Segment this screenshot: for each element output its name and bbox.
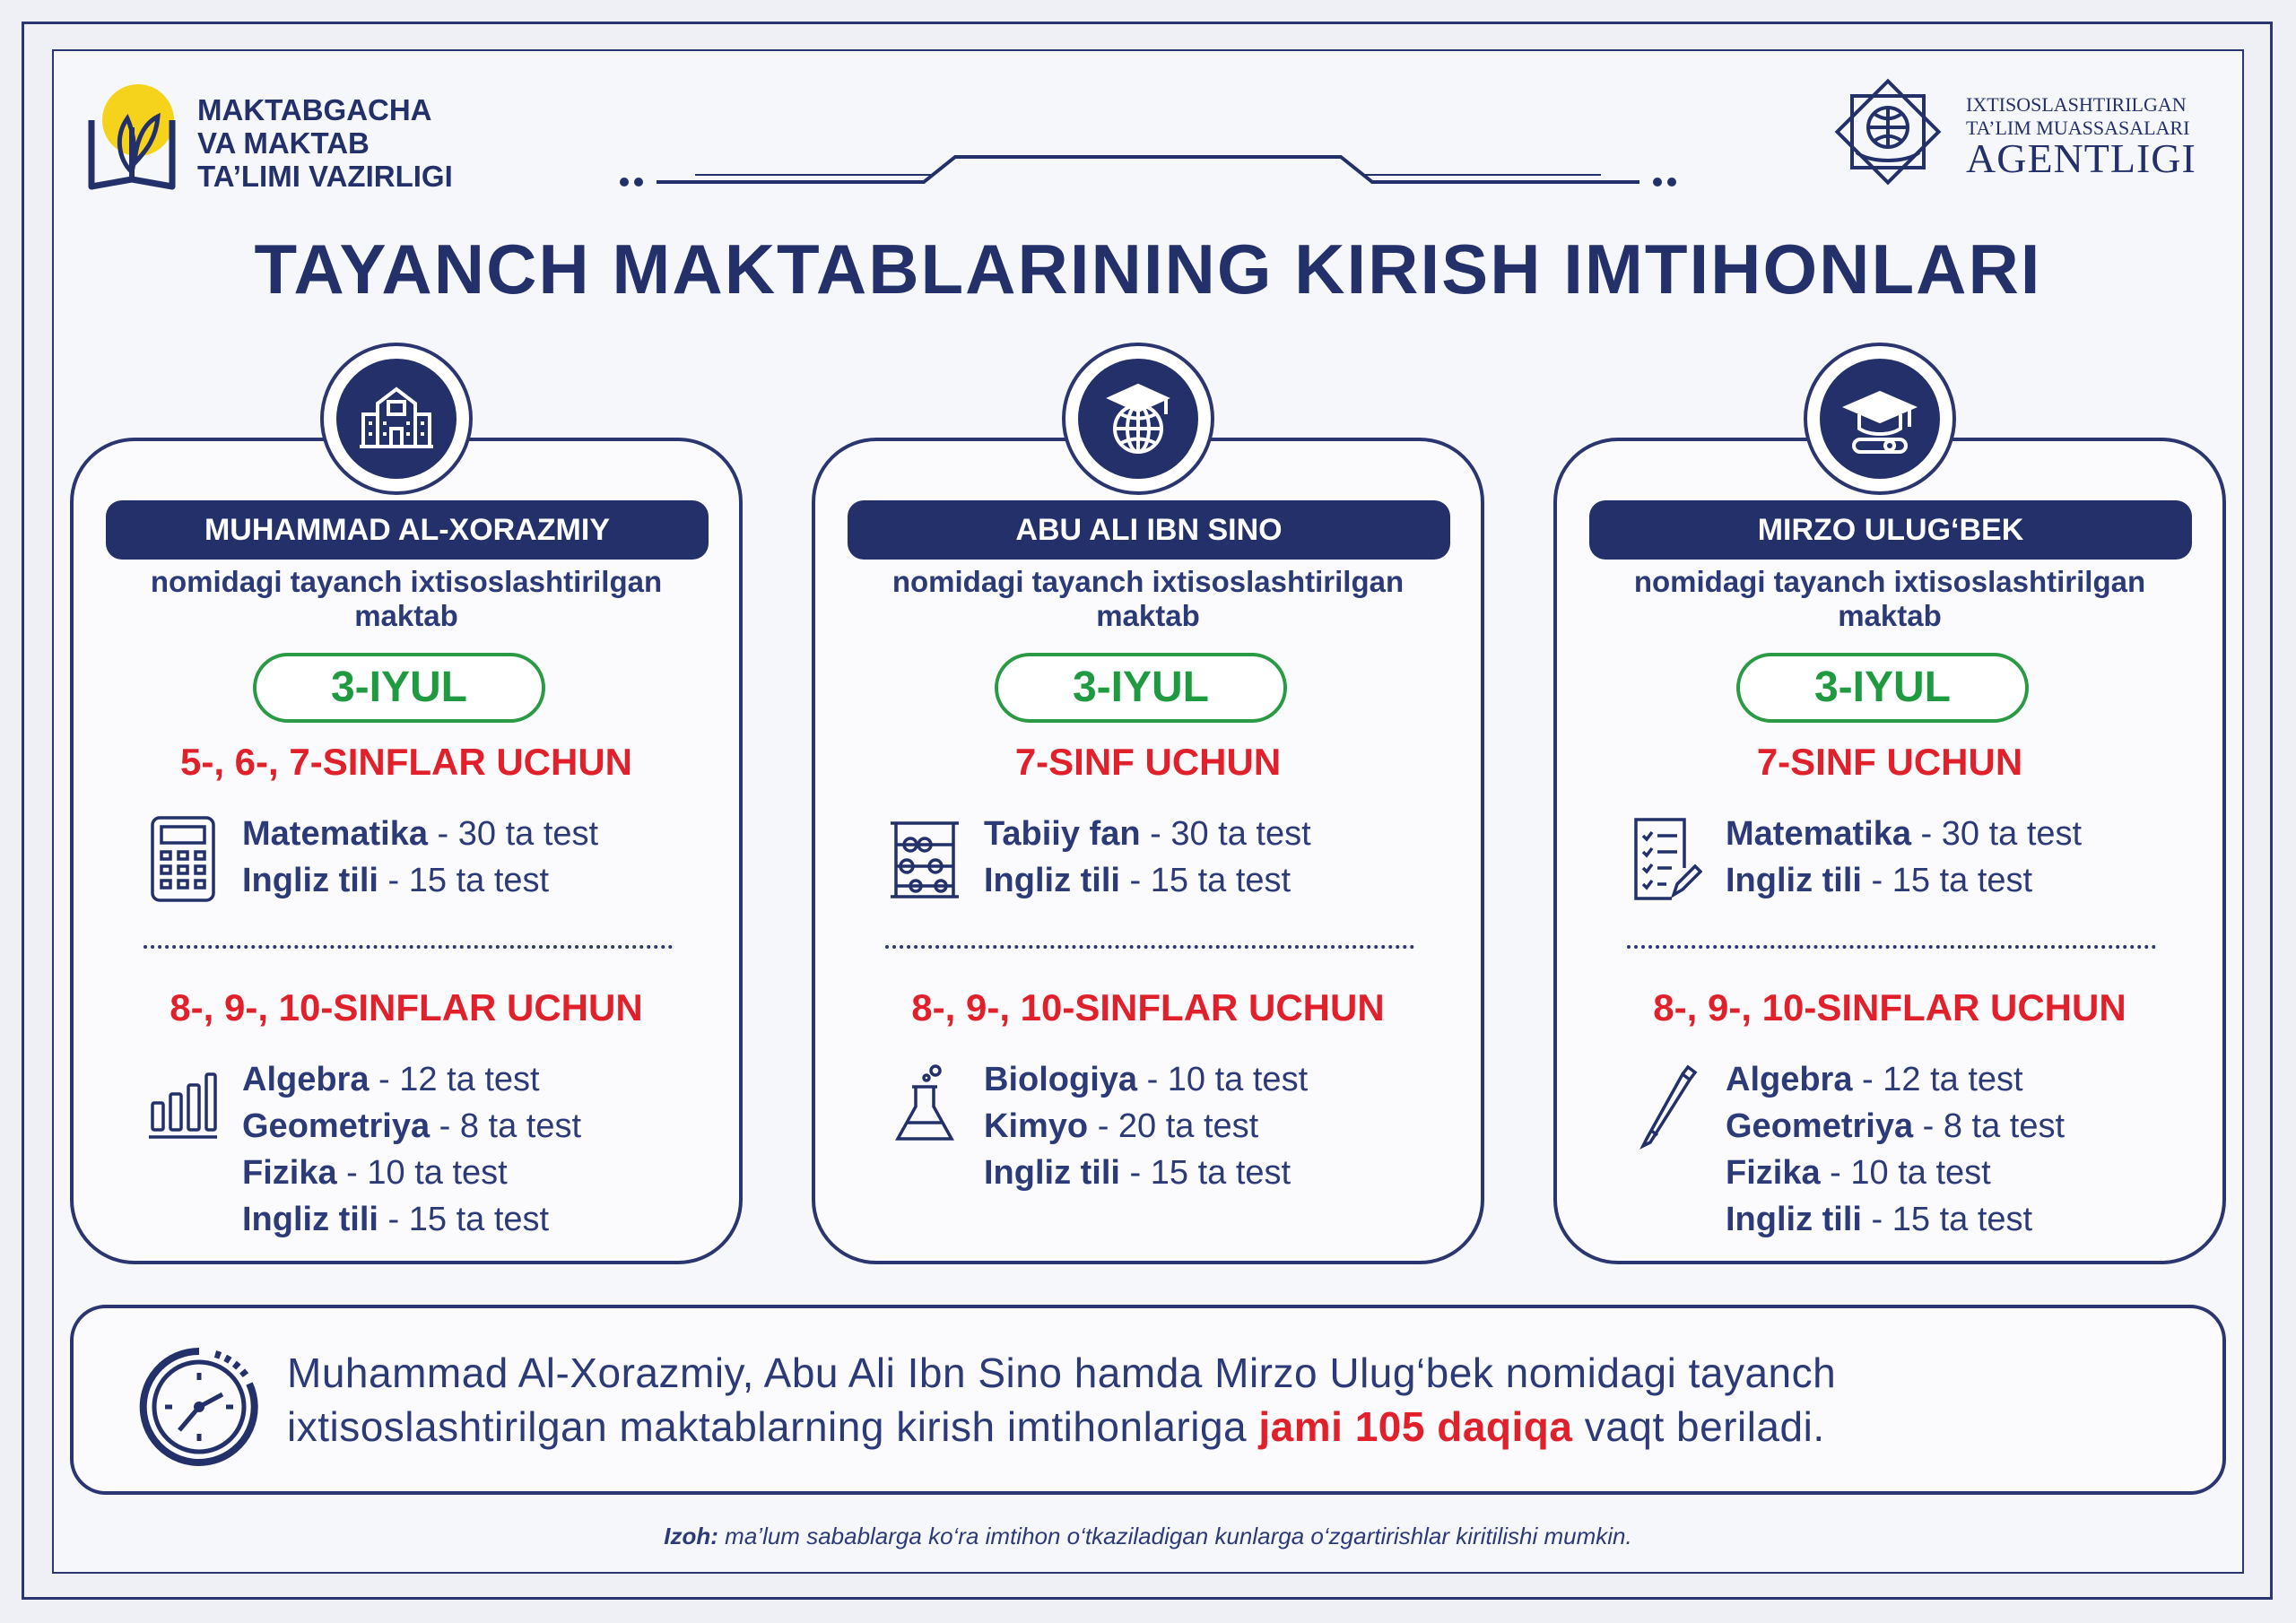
subject-count: - 20 ta test xyxy=(1088,1107,1259,1145)
grade-group-title: 7-SINF UCHUN xyxy=(1756,741,2023,783)
globe-graduation-cap-icon xyxy=(1065,346,1211,491)
subject-name: Algebra xyxy=(242,1061,370,1098)
agency-name-line: TA’LIM MUASSASALARI xyxy=(1966,117,2190,139)
subtitle-line: maktab xyxy=(1838,599,1942,632)
page-title: TAYANCH MAKTABLARINING KIRISH IMTIHONLARI xyxy=(254,230,2042,308)
subject-item xyxy=(984,1103,1308,1150)
subject-name: Matematika xyxy=(242,815,428,853)
subject-count: - 30 ta test xyxy=(1910,815,2083,853)
flask-icon xyxy=(889,1060,961,1150)
ministry-emblem-icon xyxy=(83,74,181,199)
subject-item xyxy=(1726,857,2082,904)
school-card-ibn-sino xyxy=(812,438,1484,1264)
subject-count: - 15 ta test xyxy=(1861,862,2033,899)
subject-count: - 30 ta test xyxy=(427,815,599,853)
summary-line: Muhammad Al-Xorazmiy, Abu Ali Ibn Sino hamda Mirzo Ulug‘bek nomidagi tayanch xyxy=(287,1350,1837,1396)
subject-item xyxy=(1726,811,2082,857)
subject-count: - 8 ta test xyxy=(1913,1107,2066,1145)
subject-list xyxy=(242,1056,581,1243)
total-time-highlight: jami 105 daqiqa xyxy=(1258,1403,1573,1450)
calculator-icon xyxy=(147,814,219,904)
agency-name-line: IXTISOSLASHTIRILGAN xyxy=(1966,93,2187,116)
ministry-name xyxy=(197,93,453,193)
school-building-icon xyxy=(324,346,469,491)
subtitle-line: nomidagi tayanch ixtisoslashtirilgan xyxy=(150,565,663,598)
subject-item xyxy=(1726,1056,2065,1103)
summary-text-part: vaqt beriladi. xyxy=(1572,1403,1825,1450)
subject-list xyxy=(984,811,1311,904)
subject-count: - 12 ta test xyxy=(369,1061,540,1098)
subject-list xyxy=(1726,1056,2065,1243)
subject-count: - 10 ta test xyxy=(336,1154,508,1192)
subject-name: Kimyo xyxy=(984,1107,1089,1145)
grade-group-title: 8-, 9-, 10-SINFLAR UCHUN xyxy=(170,986,643,1028)
subject-count: - 12 ta test xyxy=(1852,1061,2023,1098)
subject-list xyxy=(984,1056,1308,1196)
subject-item xyxy=(242,1056,581,1103)
subject-name: Matematika xyxy=(1726,815,1911,853)
subtitle-line: nomidagi tayanch ixtisoslashtirilgan xyxy=(1633,565,2146,598)
bar-chart-icon xyxy=(147,1063,219,1153)
subject-name: Ingliz tili xyxy=(984,862,1120,899)
subject-count: - 8 ta test xyxy=(430,1107,582,1145)
summary-text xyxy=(287,1346,1836,1454)
subject-name: Ingliz tili xyxy=(1726,1201,1862,1238)
subtitle-line: nomidagi tayanch ixtisoslashtirilgan xyxy=(891,565,1405,598)
subject-name: Ingliz tili xyxy=(984,1154,1120,1192)
summary-line xyxy=(287,1400,1836,1454)
subtitle-line: maktab xyxy=(1096,599,1200,632)
checklist-pencil-icon xyxy=(1631,814,1702,904)
subject-name: Geometriya xyxy=(1726,1107,1914,1145)
grade-group-title: 8-, 9-, 10-SINFLAR UCHUN xyxy=(911,986,1385,1028)
school-card-ulugbek xyxy=(1553,438,2226,1264)
subject-count: - 10 ta test xyxy=(1820,1154,1991,1192)
subject-item xyxy=(984,1150,1308,1196)
subtitle-line: maktab xyxy=(354,599,458,632)
subject-item xyxy=(242,857,598,904)
footnote xyxy=(0,1523,2296,1550)
subject-name: Geometriya xyxy=(242,1107,430,1145)
subject-count: - 15 ta test xyxy=(378,1201,550,1238)
subject-list xyxy=(242,811,598,904)
subject-name: Ingliz tili xyxy=(242,862,378,899)
subject-item xyxy=(984,857,1311,904)
school-name: MUHAMMAD AL-XORAZMIY xyxy=(106,500,709,560)
card-icon-badge xyxy=(1804,343,1956,495)
clock-icon xyxy=(136,1344,262,1470)
subject-item xyxy=(242,1196,581,1243)
subject-count: - 10 ta test xyxy=(1137,1061,1309,1098)
subject-item xyxy=(1726,1150,2065,1196)
subject-list xyxy=(1726,811,2082,904)
subject-item xyxy=(984,1056,1308,1103)
agency-logo xyxy=(1830,74,2215,199)
subject-name: Fizika xyxy=(242,1154,337,1192)
summary-text-part: ixtisoslashtirilgan maktablarning kirish imtihonlariga xyxy=(287,1403,1259,1450)
subject-name: Fizika xyxy=(1726,1154,1821,1192)
grade-group-title: 5-, 6-, 7-SINFLAR UCHUN xyxy=(179,741,633,783)
subject-item xyxy=(1726,1103,2065,1150)
subject-item xyxy=(1726,1196,2065,1243)
subject-item xyxy=(984,811,1311,857)
school-name: ABU ALI IBN SINO xyxy=(848,500,1450,560)
exam-date-badge: 3-IYUL xyxy=(1736,653,2029,723)
school-subtitle xyxy=(815,565,1481,633)
subject-item xyxy=(242,1150,581,1196)
abacus-icon xyxy=(889,814,961,904)
ministry-name-line: TA’LIMI VAZIRLIGI xyxy=(197,160,453,193)
subject-count: - 30 ta test xyxy=(1140,815,1311,853)
card-icon-badge xyxy=(320,343,473,495)
ministry-logo xyxy=(83,74,477,199)
subject-count: - 15 ta test xyxy=(1861,1201,2033,1238)
dotted-divider xyxy=(1627,945,2156,949)
agency-emblem-icon xyxy=(1830,74,1946,190)
ministry-name-line: VA MAKTAB xyxy=(197,126,370,160)
graduation-cap-diploma-icon xyxy=(1807,346,1952,491)
subject-count: - 15 ta test xyxy=(1119,1154,1292,1192)
subject-count: - 15 ta test xyxy=(378,862,550,899)
school-subtitle xyxy=(1557,565,2222,633)
school-subtitle xyxy=(74,565,739,633)
pen-icon xyxy=(1631,1060,1702,1150)
footnote-label: Izoh: xyxy=(664,1523,718,1549)
exam-date-badge: 3-IYUL xyxy=(253,653,545,723)
exam-date-badge: 3-IYUL xyxy=(995,653,1287,723)
subject-item xyxy=(242,1103,581,1150)
ministry-name-line: MAKTABGACHA xyxy=(197,93,432,126)
footnote-text: ma’lum sabablarga ko‘ra imtihon o‘tkaziladigan kunlarga o‘zgartirishlar kiritilishi mumkin. xyxy=(718,1523,1632,1549)
subject-name: Tabiiy fan xyxy=(984,815,1141,853)
subject-name: Ingliz tili xyxy=(1726,862,1862,899)
header-divider xyxy=(610,148,1686,193)
grade-group-title: 8-, 9-, 10-SINFLAR UCHUN xyxy=(1653,986,2126,1028)
school-name: MIRZO ULUG‘BEK xyxy=(1589,500,2192,560)
subject-item xyxy=(242,811,598,857)
grade-group-title: 7-SINF UCHUN xyxy=(1014,741,1282,783)
agency-name-main: AGENTLIGI xyxy=(1966,135,2196,181)
school-card-xorazmiy xyxy=(70,438,743,1264)
subject-name: Ingliz tili xyxy=(242,1201,378,1238)
dotted-divider xyxy=(885,945,1414,949)
card-icon-badge xyxy=(1062,343,1214,495)
subject-name: Biologiya xyxy=(984,1061,1138,1098)
agency-name-top xyxy=(1966,93,2189,140)
subject-count: - 15 ta test xyxy=(1119,862,1292,899)
summary-box xyxy=(70,1305,2226,1495)
dotted-divider xyxy=(144,945,673,949)
subject-name: Algebra xyxy=(1726,1061,1853,1098)
